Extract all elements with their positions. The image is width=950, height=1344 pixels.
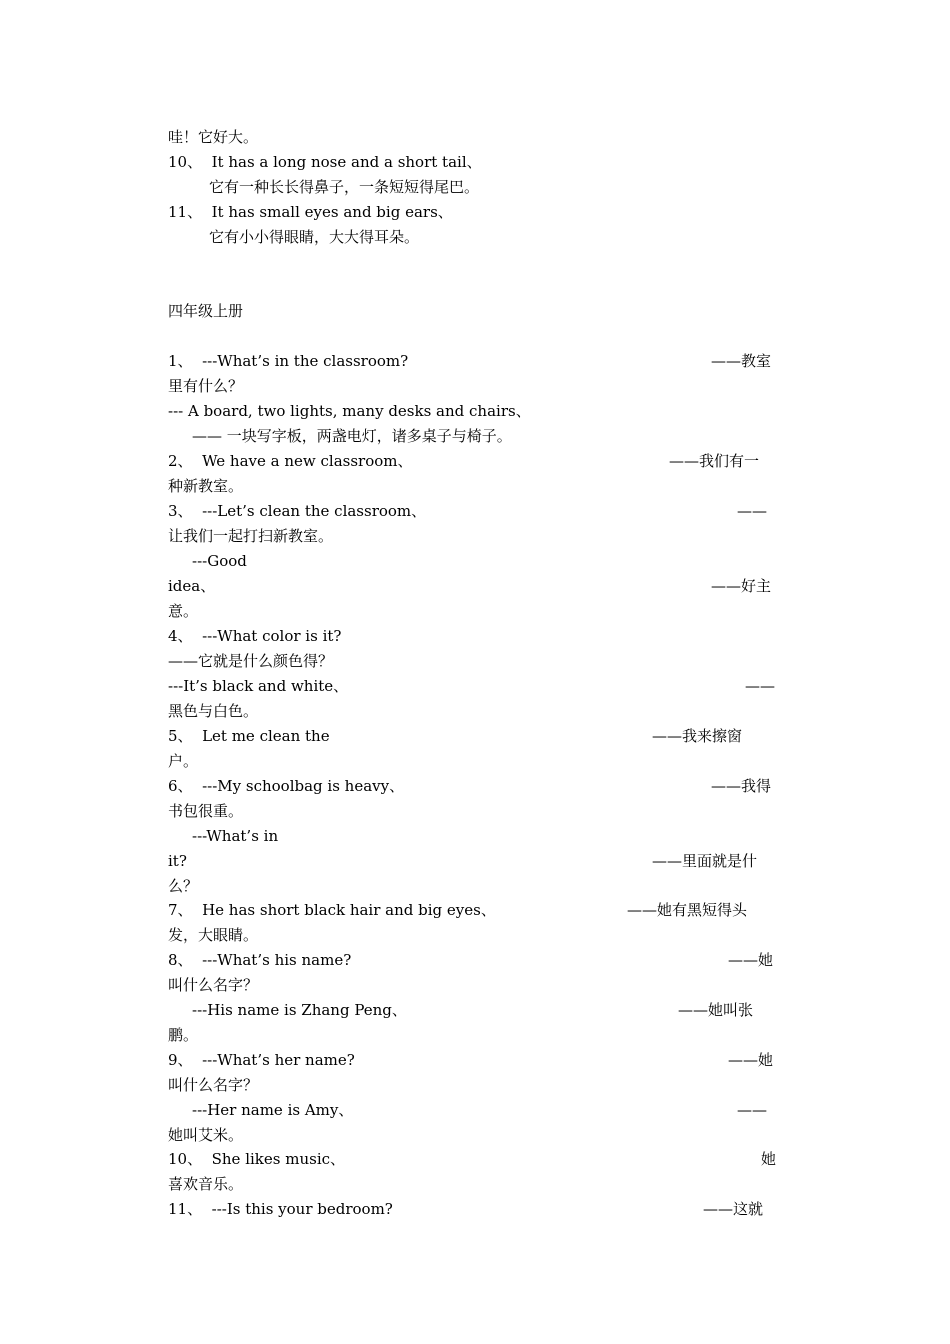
text-line: —— [737, 502, 767, 520]
text-line: 10、 She likes music、 [168, 1150, 346, 1168]
text-line: ——好主 [711, 577, 772, 595]
text-line: it? [168, 852, 187, 870]
text-line: —— [737, 1101, 767, 1119]
text-line: 发，大眼睛。 [168, 926, 259, 944]
text-line: 9、 ---What’s her name? [168, 1051, 355, 1069]
text-line: 8、 ---What’s his name? [168, 951, 352, 969]
text-line: ---His name is Zhang Peng、 [192, 1001, 407, 1019]
text-line: ---Her name is Amy、 [192, 1101, 354, 1119]
text-line: 叫什么名字？ [168, 976, 259, 994]
text-line: 3、 ---Let’s clean the classroom、 [168, 502, 427, 520]
text-line: 哇！它好大。 [168, 128, 259, 146]
text-line: 黑色与白色。 [168, 702, 259, 720]
text-line: ---It’s black and white、 [168, 677, 349, 695]
text-line: —— [745, 677, 775, 695]
text-line: 种新教室。 [168, 477, 244, 495]
text-line: 户。 [168, 752, 199, 770]
text-line: 10、 It has a long nose and a short tail、 [168, 153, 482, 171]
text-line: 让我们一起打扫新教室。 [168, 527, 334, 545]
text-line: 它有一种长长得鼻子，一条短短得尾巴。 [209, 178, 480, 196]
text-line: --- A board, two lights, many desks and chairs、 [168, 402, 531, 420]
text-line: 6、 ---My schoolbag is heavy、 [168, 777, 405, 795]
text-line: ——里面就是什 [652, 852, 758, 870]
text-line: ---Good [192, 552, 247, 570]
text-line: idea、 [168, 577, 216, 595]
text-line: ——这就 [703, 1200, 764, 1218]
text-line: 2、 We have a new classroom、 [168, 452, 413, 470]
text-line: 5、 Let me clean the [168, 727, 330, 745]
text-line: 么？ [168, 877, 199, 895]
text-line: 11、 It has small eyes and big ears、 [168, 203, 453, 221]
text-line: ——她叫张 [678, 1001, 754, 1019]
text-line: ——她有黑短得头 [627, 901, 748, 919]
text-line: —— 一块写字板，两盏电灯，诸多桌子与椅子。 [192, 427, 512, 445]
text-line: ——我来擦窗 [652, 727, 743, 745]
text-line: 里有什么？ [168, 377, 244, 395]
text-line: ——她 [728, 951, 774, 969]
text-line: 4、 ---What color is it? [168, 627, 342, 645]
text-line: ---What’s in [192, 827, 279, 845]
section-heading: 四年级上册 [168, 302, 244, 320]
text-line: ——她 [728, 1051, 774, 1069]
text-line: 喜欢音乐。 [168, 1175, 244, 1193]
text-line: ——我们有一 [669, 452, 760, 470]
text-line: ——教室 [711, 352, 772, 370]
text-line: 7、 He has short black hair and big eyes、 [168, 901, 496, 919]
text-line: 她叫艾米。 [168, 1126, 244, 1144]
text-line: 它有小小得眼睛，大大得耳朵。 [209, 228, 420, 246]
text-line: ——我得 [711, 777, 772, 795]
text-line: 11、 ---Is this your bedroom? [168, 1200, 393, 1218]
text-line: ——它就是什么颜色得？ [168, 652, 334, 670]
text-line: 书包很重。 [168, 802, 244, 820]
text-line: 鹏。 [168, 1026, 199, 1044]
text-line: 意。 [168, 602, 199, 620]
text-line: 1、 ---What’s in the classroom? [168, 352, 409, 370]
text-line: 叫什么名字？ [168, 1076, 259, 1094]
text-line: 她 [761, 1150, 777, 1168]
